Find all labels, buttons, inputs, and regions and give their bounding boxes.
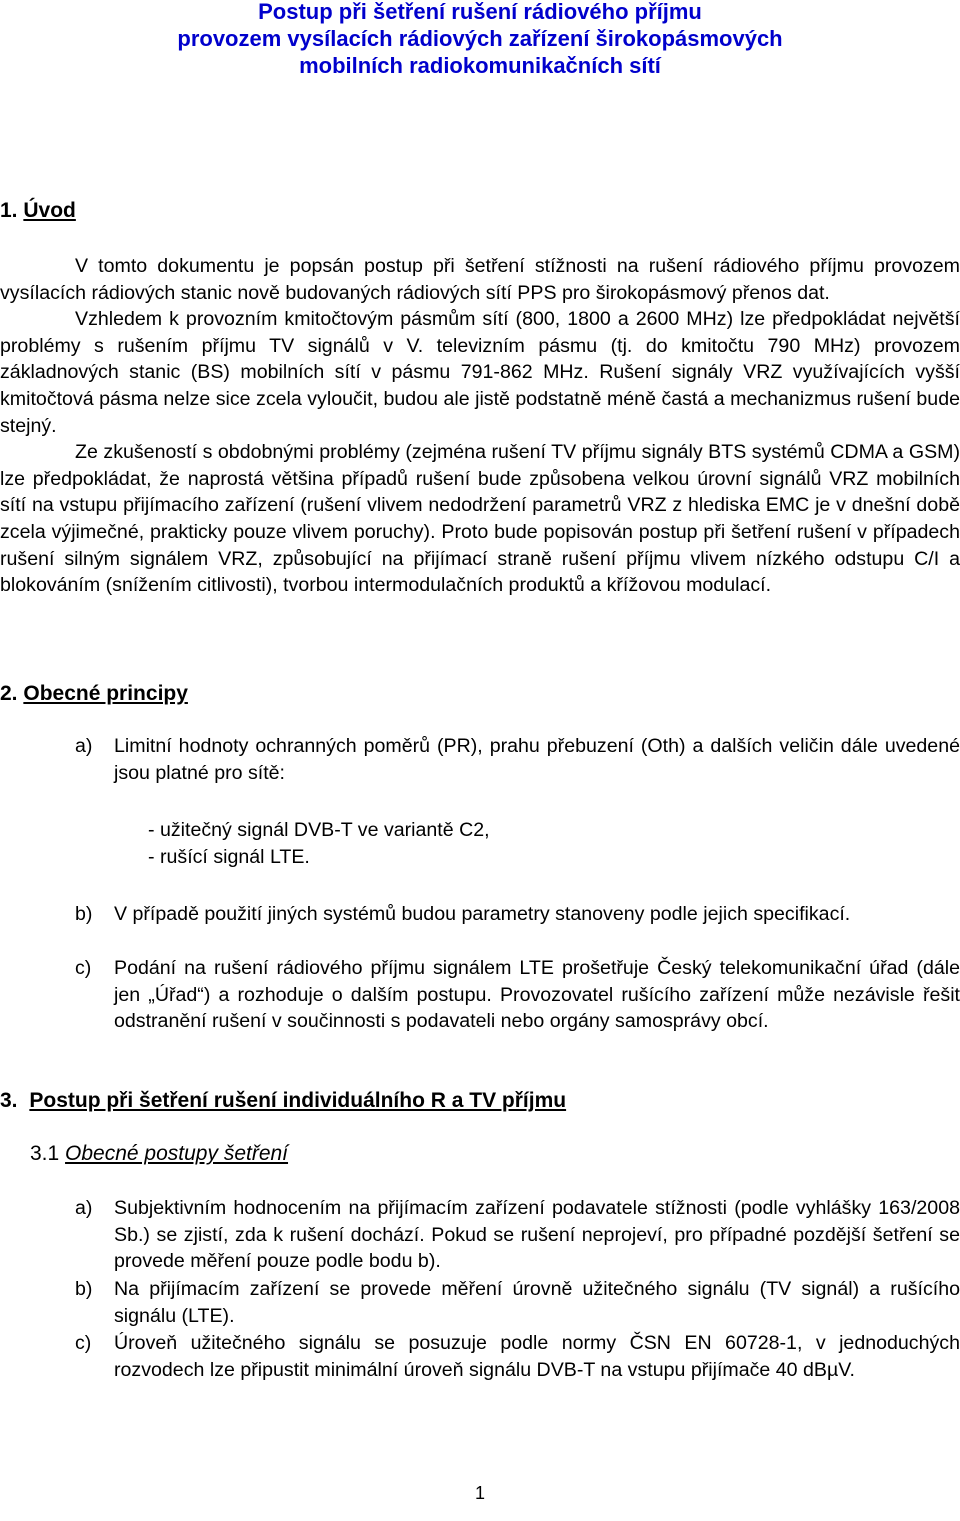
list-item-text: Na přijímacím zařízení se provede měření úrovně užitečného signálu (TV signál) a rušícího signálu (LTE). (114, 1278, 960, 1327)
list-marker: c) (75, 1332, 92, 1354)
list-item (75, 955, 960, 1035)
list-item-text: Podání na rušení rádiového příjmu signálem LTE prošetřuje Český telekomunikační úřad (dále jen „Úřad“) a rozhoduje o dalším postupu. Provozovatel rušícího zařízení může nezávisle řešit odstranění rušení v součinnosti s podavateli nebo orgány samosprávy obcí. (114, 957, 960, 1033)
title-line-2: provozem vysílacích rádiových zařízení širokopásmových (177, 26, 783, 51)
section-3-number: 3. (0, 1089, 18, 1112)
section-3-heading (0, 1088, 566, 1114)
subsection-3-1-heading (30, 1141, 288, 1167)
list-marker: b) (75, 903, 93, 925)
section-3-title: Postup při šetření rušení individuálního R a TV příjmu (29, 1089, 567, 1112)
section-1-heading (0, 198, 76, 224)
list-marker: b) (75, 1278, 93, 1300)
page-number: 1 (474, 1483, 485, 1503)
list-item (75, 1276, 960, 1329)
list-item (75, 1330, 960, 1383)
subsection-number: 3.1 (30, 1142, 60, 1165)
list-marker: c) (75, 957, 92, 979)
dash-item: - užitečný signál DVB-T ve variantě C2, (148, 819, 490, 841)
subsection-title: Obecné postupy šetření (65, 1142, 289, 1165)
paragraph: Ze zkušeností s obdobnými problémy (zejména rušení TV příjmu signály BTS systémů CDMA a GSM) lze předpokládat, že naprostá většina případů rušení bude způsobena velkou úrovní signálů VRZ mobilních sítí na vstupu přijímacího zařízení (rušení vlivem nedodržení parametrů VRZ z hlediska EMC je v dnešní době zcela výjimečné, prakticky pouze vlivem poruchy). Proto bude popisován postup při šetření rušení v případech rušení silným signálem VRZ, způsobující na přijímací straně rušení příjmu vlivem nízkého odstupu C/I a blokováním (snížením citlivosti), tvorbou intermodulačních produktů a křížovou modulací. (0, 441, 960, 597)
list-marker: a) (75, 1197, 93, 1219)
paragraph: V tomto dokumentu je popsán postup při šetření stížnosti na rušení rádiového příjmu provozem vysílacích rádiových stanic nově budovaných rádiových sítí PPS pro širokopásmový přenos dat. (0, 255, 960, 304)
section-2-number: 2. (0, 682, 18, 705)
list-marker: a) (75, 735, 93, 757)
list-item-text: Subjektivním hodnocením na přijímacím zařízení podavatele stížnosti (podle vyhlášky 163/2008 Sb.) se zjistí, zda k rušení dochází. Pokud se rušení neprojeví, pro případné pozdější šetření se provede měření pouze podle bodu b). (114, 1197, 960, 1273)
list-item (75, 1195, 960, 1275)
section-1-title: Úvod (23, 199, 76, 222)
title-line-1: Postup při šetření rušení rádiového příjmu (258, 0, 702, 24)
section-2-heading (0, 681, 188, 707)
dash-item: - rušící signál LTE. (148, 846, 310, 868)
list-item (75, 901, 960, 928)
title-line-3: mobilních radiokomunikačních sítí (299, 53, 661, 78)
list-item-text: Úroveň užitečného signálu se posuzuje podle normy ČSN EN 60728-1, v jednoduchých rozvodech lze připustit minimální úroveň signálu DVB-T na vstupu přijímače 40 dBµV. (114, 1332, 960, 1381)
section-1-number: 1. (0, 199, 18, 222)
list-item-text: V případě použití jiných systémů budou parametry stanoveny podle jejich specifikací. (114, 903, 851, 925)
document-title (0, 0, 960, 79)
paragraph: Vzhledem k provozním kmitočtovým pásmům sítí (800, 1800 a 2600 MHz) lze předpokládat největší problémy s rušením příjmu TV signálů v V. televizním pásmu (tj. do kmitočtu 790 MHz) provozem základnových stanic (BS) mobilních sítí v pásmu 791-862 MHz. Rušení signály VRZ využívajících vyšší kmitočtová pásma nelze sice zcela vyloučit, budou ale jistě podstatně méně častá a mechanizmus rušení bude stejný. (0, 308, 960, 437)
section-1-body (0, 253, 960, 599)
list-item (75, 733, 960, 786)
list-item-text: Limitní hodnoty ochranných poměrů (PR), prahu přebuzení (Oth) a dalších veličin dále uvedené jsou platné pro sítě: (114, 735, 960, 784)
section-2-title: Obecné principy (23, 682, 188, 705)
